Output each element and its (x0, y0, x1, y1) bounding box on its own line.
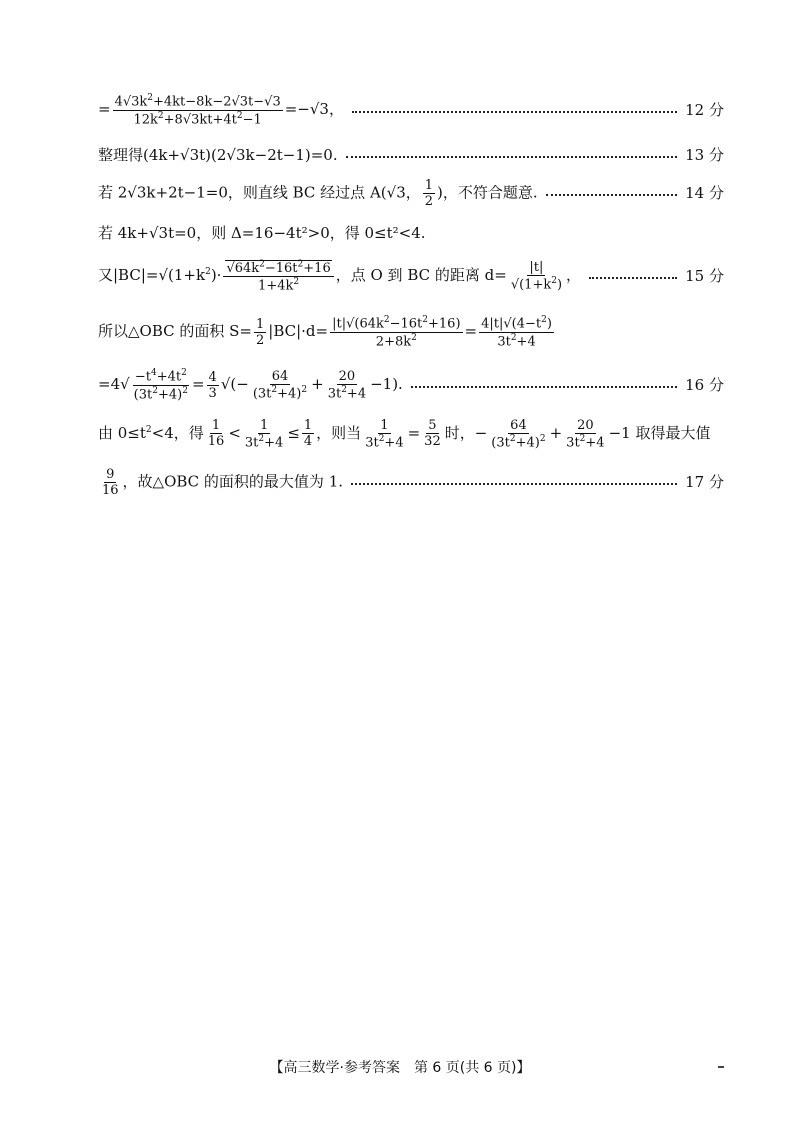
score-label: 16 分 (685, 375, 724, 394)
solution-line-14 (98, 175, 724, 211)
solution-text: 若 4k+√3t=0，则 Δ=16−4t²>0，得 0≤t²<4. (98, 223, 426, 242)
dot-leader (411, 386, 677, 388)
solution-text: 整理得(4k+√3t)(2√3k−2t−1)=0. (98, 145, 338, 164)
solution-line-16 (98, 362, 724, 408)
dot-leader (351, 483, 677, 485)
solution-line-13 (98, 145, 724, 165)
area-text: 所以△OBC 的面积 S= $\frac{1}{2}$ |BC|·d= $\frac{|t|√(64k^2-16t^2+16)}{2+8k^2}$ = $\frac{4|t|√(4-t^2)}{3t^2+4}$ (98, 315, 552, 349)
distance-text: 又$|BC|=√(1+k^2)\cdot$ $\frac{√64k^2-16t^2+16}{1+4k^2}$ ，点 O 到 BC 的距离 d= $\frac{|t|}{√(1+k^2)}$ ， (98, 259, 582, 293)
dot-leader (546, 194, 677, 196)
dot-leader (346, 156, 678, 158)
dot-leader (589, 277, 677, 279)
score-label: 14 分 (685, 183, 724, 202)
score-label: 13 分 (685, 145, 724, 164)
max-condition-text: 由 $0\le t^2<4$，得 $\frac{1}{16}$ < $\frac{1}{3t^2+4}$ ≤ $\frac{1}{4}$ ，则当 $\frac{1}{3t^2+4}$ = $\frac{5}{32}$ 时，− $\frac{64}{(3t^2+4)^2}$ + $\frac{20}{3t^2+4}$ −1 取得最大值 (98, 417, 711, 451)
case-text: 若 2√3k+2t−1=0，则直线 BC 经过点 A(√3， $\frac{1}{2}$ )，不符合题意. (98, 177, 538, 209)
area-simplified-text: =4√ $\frac{-t^4+4t^2}{(3t^2+4)^2}$ = $\frac{4}{3}$ √(− $\frac{64}{(3t^2+4)^2}$ + $\frac{20}{3t^2+4}$ −1). (98, 368, 403, 402)
solution-line-12 (98, 90, 724, 130)
solution-line-17 (98, 462, 724, 502)
page-footer: 【高三数学·参考答案 第 6 页(共 6 页)】 (269, 1060, 531, 1076)
equation-fraction-12: = $\frac{4√3k^2+4kt-8k-2√3t-√3}{12k^2+8√3kt+4t^2-1}$ =−√3， (98, 93, 344, 127)
score-label: 12 分 (685, 100, 724, 119)
solution-line-area (98, 310, 724, 354)
conclusion-text: $\frac{9}{16}$ ，故△OBC 的面积的最大值为 1. (102, 466, 344, 498)
corner-mark (718, 1066, 724, 1068)
dot-leader (352, 111, 677, 113)
solution-line-max (98, 414, 724, 454)
score-label: 17 分 (685, 472, 724, 491)
solution-line-15 (98, 253, 724, 299)
score-label: 15 分 (685, 266, 724, 285)
solution-line-delta (98, 222, 724, 244)
